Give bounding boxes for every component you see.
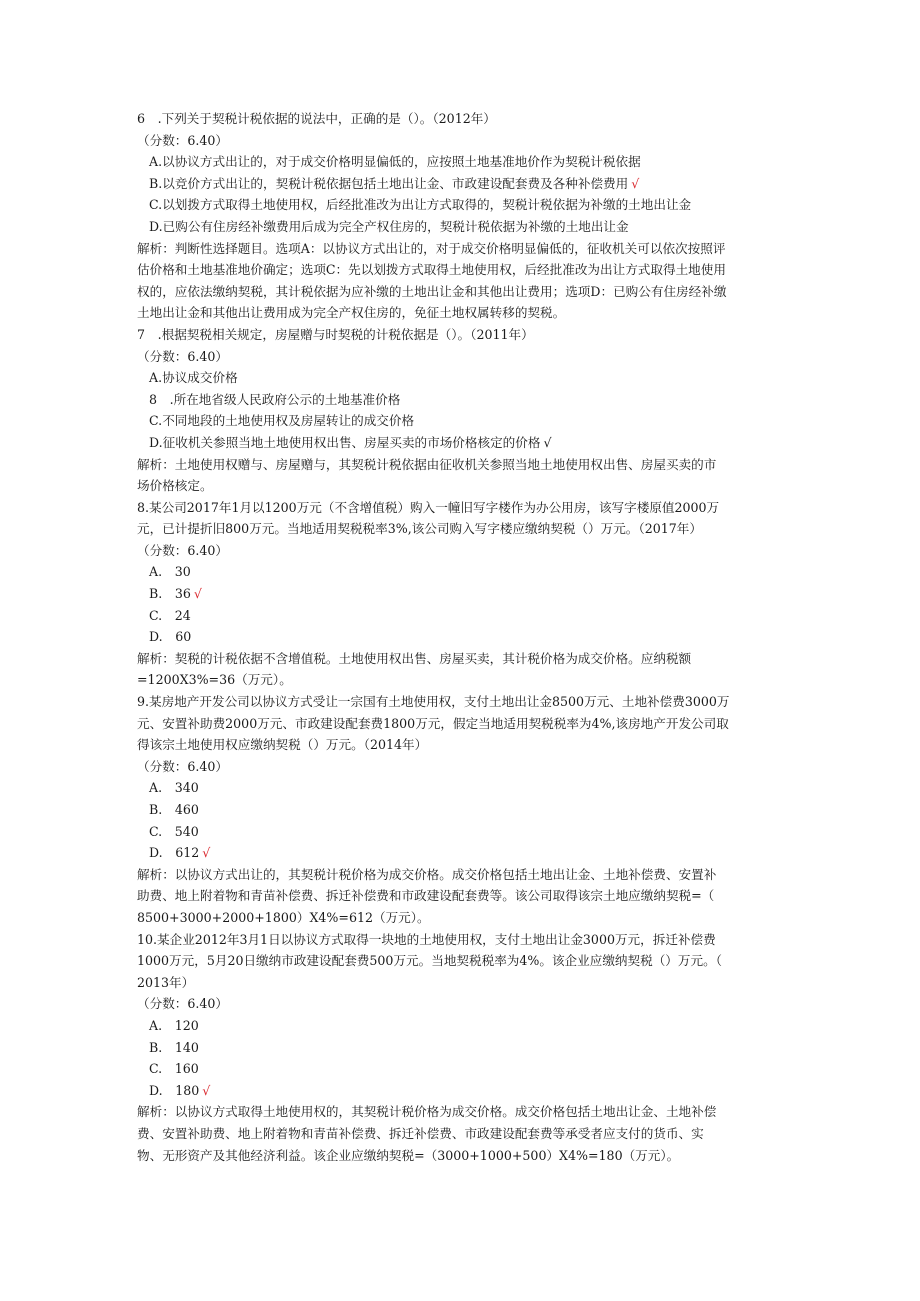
analysis-line: 解析：以协议方式出让的，其契税计税价格为成交价格。成交价格包括土地出让金、土地补偿费、安置补 xyxy=(137,866,717,882)
option-c: C.不同地段的土地使用权及房屋转让的成交价格 xyxy=(149,413,415,429)
question-score: （分数：6.40） xyxy=(137,542,229,558)
question-stem: 9.某房地产开发公司以协议方式受让一宗国有土地使用权，支付土地出让金8500万元、土地补偿费3000万 xyxy=(137,694,730,710)
analysis-line: 土地出让金和其他出让费用成为完全产权住房的，免征土地权属转移的契税。 xyxy=(137,305,566,321)
option-a: A.协议成交价格 xyxy=(149,370,238,386)
option-d: D.征收机关参照当地土地使用权出售、房屋买卖的市场价格核定的价格 √ xyxy=(149,434,552,450)
analysis-line: 权的，应依法缴纳契税，其计税依据为应补缴的土地出让金和其他出让费用；选项D：已购公有住房经补缴 xyxy=(137,283,727,299)
option-d: D. 180 √ xyxy=(149,1082,211,1098)
option-d: D. 60 xyxy=(149,629,192,645)
question-score: （分数：6.40） xyxy=(137,348,229,364)
question-8 xyxy=(137,497,792,691)
question-9 xyxy=(137,691,792,929)
analysis-line: 场价格核定。 xyxy=(137,478,213,494)
analysis-line: 估价格和土地基准地价确定；选项C：先以划拨方式取得土地使用权，后经批准改为出让方式取得土地使用 xyxy=(137,262,726,278)
analysis-line: =1200X3%=36（万元）。 xyxy=(137,672,292,688)
analysis-line: 助费、地上附着物和青苗补偿费、拆迁补偿费和市政建设配套费等。该公司取得该宗土地应缴纳契税=（ xyxy=(137,888,715,904)
question-stem: 8.某公司2017年1月以1200万元（不含增值税）购入一幢旧写字楼作为办公用房，该写字楼原值2000万 xyxy=(137,499,720,515)
option-d: D.已购公有住房经补缴费用后成为完全产权住房的，契税计税依据为补缴的土地出让金 xyxy=(149,218,629,234)
option-b: B.以竞价方式出让的，契税计税依据包括土地出让金、市政建设配套费及各种补偿费用 √ xyxy=(149,175,640,191)
option-a: A.以协议方式出让的，对于成交价格明显偏低的，应按照土地基准地价作为契税计税依据 xyxy=(149,154,641,170)
question-stem: 元、安置补助费2000万元、市政建设配套费1800万元，假定当地适用契税税率为4%,该房地产开发公司取 xyxy=(137,715,729,731)
correct-check-mark: √ xyxy=(543,434,552,450)
option-c: C.以划拨方式取得土地使用权，后经批准改为出让方式取得的，契税计税依据为补缴的土地出让金 xyxy=(149,197,692,213)
question-score: （分数：6.40） xyxy=(137,132,229,148)
question-10 xyxy=(137,929,792,1167)
correct-check-mark: √ xyxy=(193,586,202,602)
question-7 xyxy=(137,324,792,497)
option-b: 8 .所在地省级人民政府公示的土地基准价格 xyxy=(149,391,401,407)
question-stem: 得该宗土地使用权应缴纳契税（）万元。（2014年） xyxy=(137,737,428,753)
option-c: C. 160 xyxy=(149,1061,199,1077)
question-score: （分数：6.40） xyxy=(137,758,229,774)
option-a: A. 340 xyxy=(149,780,199,796)
option-a: A. 30 xyxy=(149,564,191,580)
option-b: B. 36 √ xyxy=(149,586,202,602)
question-stem: 7 .根据契税相关规定，房屋赠与时契税的计税依据是（）。（2011年） xyxy=(137,326,534,342)
question-stem: 2013年） xyxy=(137,974,195,990)
analysis-line: 解析：契税的计税依据不含增值税。土地使用权出售、房屋买卖，其计税价格为成交价格。应纳税额 xyxy=(137,650,692,666)
question-stem: 6 .下列关于契税计税依据的说法中，正确的是（）。（2012年） xyxy=(137,111,496,126)
correct-check-mark: √ xyxy=(631,175,640,191)
correct-check-mark: √ xyxy=(202,1082,211,1098)
option-d: D. 612 √ xyxy=(149,845,211,861)
option-c: C. 24 xyxy=(149,607,191,623)
option-a: A. 120 xyxy=(149,1017,199,1033)
question-stem: 元，已计提折旧800万元。当地适用契税税率3%,该公司购入写字楼应缴纳契税（）万元。（2017年） xyxy=(137,521,702,537)
question-6 xyxy=(137,108,792,324)
analysis-line: 费、安置补助费、地上附着物和青苗补偿费、拆迁补偿费、市政建设配套费等承受者应支付的货币、实 xyxy=(137,1125,704,1141)
analysis-line: 解析：以协议方式取得土地使用权的，其契税计税价格为成交价格。成交价格包括土地出让金、土地补偿 xyxy=(137,1104,717,1120)
analysis-line: 物、无形资产及其他经济利益。该企业应缴纳契税=（3000+1000+500）X4%=180（万元）。 xyxy=(137,1147,680,1163)
question-stem: 10.某企业2012年3月1日以协议方式取得一块地的土地使用权，支付土地出让金3000万元，拆迁补偿费 xyxy=(137,931,716,947)
analysis-line: 解析：判断性选择题目。选项A：以协议方式出让的，对于成交价格明显偏低的，征收机关可以依次按照评 xyxy=(137,240,726,256)
analysis-line: 8500+3000+2000+1800）X4%=612（万元）。 xyxy=(137,909,430,925)
question-stem: 1000万元，5月20日缴纳市政建设配套费500万元。当地契税税率为4%。该企业应缴纳契税（）万元。（ xyxy=(137,953,722,969)
analysis-line: 解析：土地使用权赠与、房屋赠与，其契税计税依据由征收机关参照当地土地使用权出售、房屋买卖的市 xyxy=(137,456,717,472)
option-c: C. 540 xyxy=(149,823,199,839)
option-b: B. 140 xyxy=(149,1039,199,1055)
question-score: （分数：6.40） xyxy=(137,996,229,1012)
option-b: B. 460 xyxy=(149,802,199,817)
correct-check-mark: √ xyxy=(202,845,211,861)
